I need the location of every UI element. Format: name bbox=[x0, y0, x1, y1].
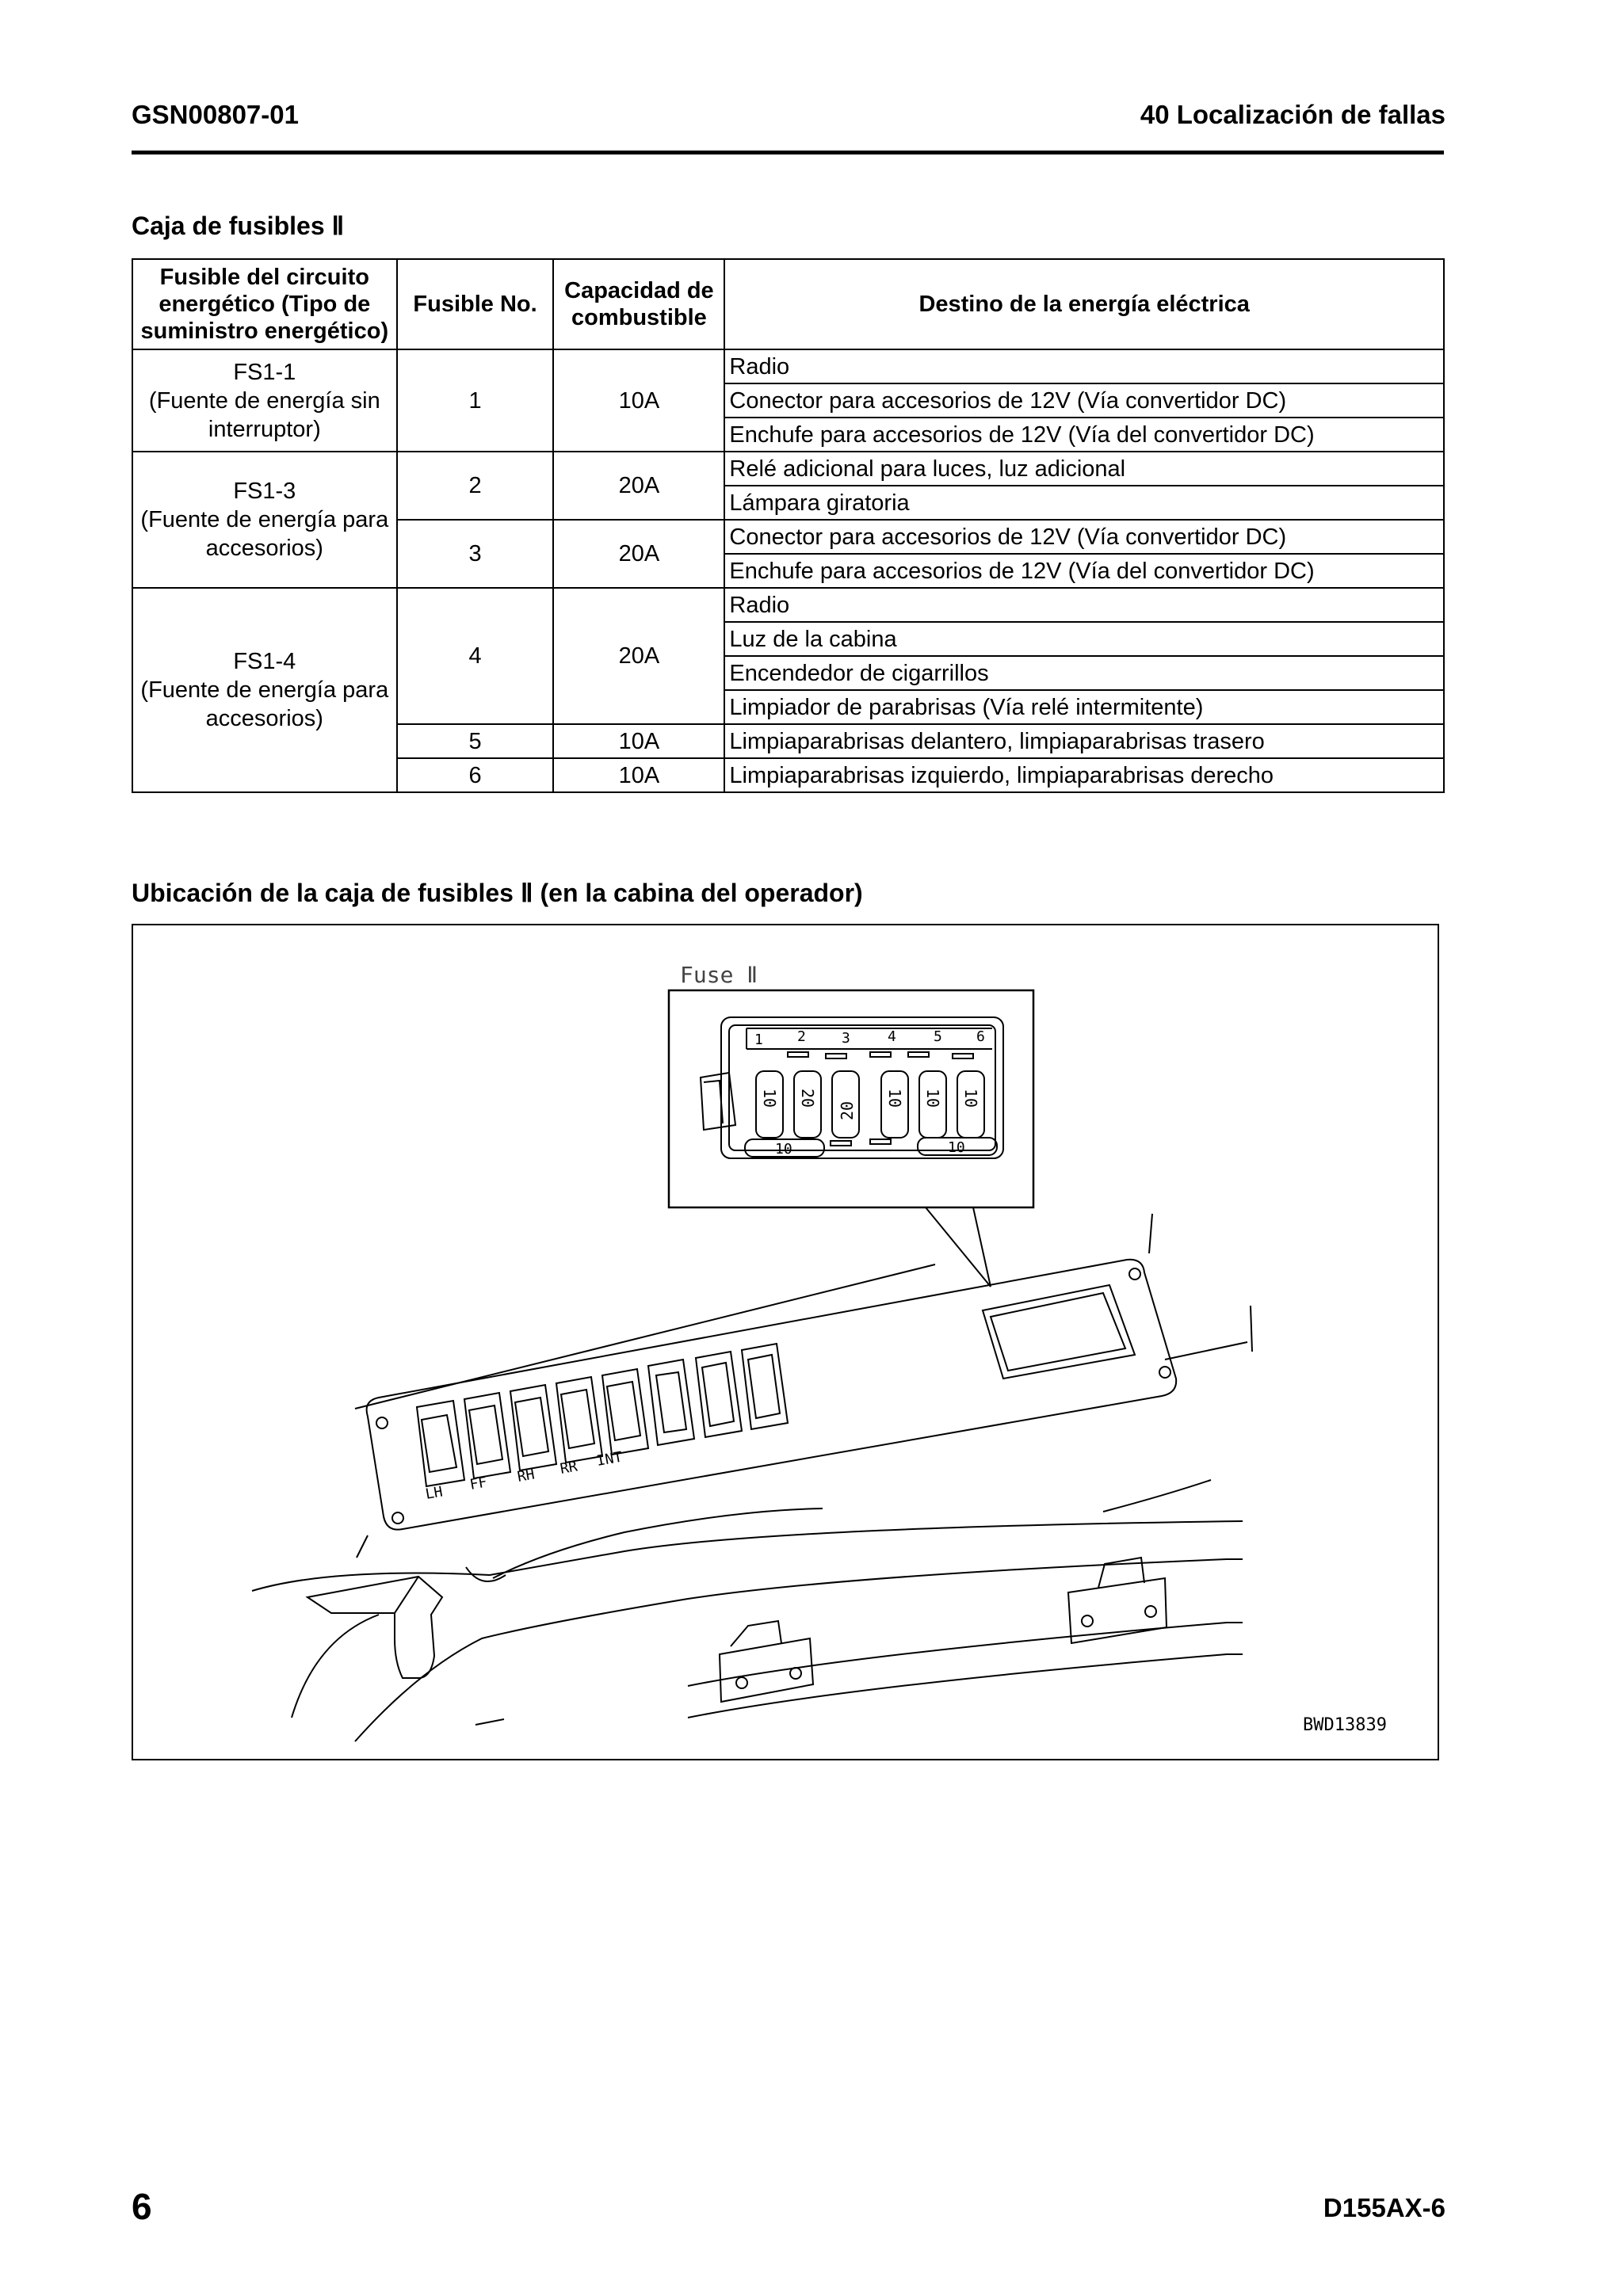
switch bbox=[464, 1393, 510, 1478]
fuse-no-cell: 4 bbox=[397, 588, 554, 724]
capacity-cell: 10A bbox=[553, 758, 724, 792]
switch bbox=[602, 1369, 648, 1455]
screw bbox=[376, 1417, 388, 1428]
callout-title: Fuse Ⅱ bbox=[680, 962, 758, 988]
table-row bbox=[132, 349, 1444, 383]
screw bbox=[1159, 1367, 1170, 1378]
switch-label: RH bbox=[516, 1466, 537, 1486]
slot-number: 2 bbox=[797, 1028, 806, 1045]
fuse-rating: 10 bbox=[885, 1089, 904, 1108]
circuit-supply: (Fuente de energía sin interruptor) bbox=[148, 387, 380, 442]
spare-rating: 10 bbox=[948, 1139, 965, 1156]
switch bbox=[556, 1377, 602, 1463]
fuse-table bbox=[132, 258, 1445, 793]
bracket bbox=[720, 1638, 813, 1702]
fuse-no-cell: 1 bbox=[397, 349, 554, 452]
circuit-name: FS1-4 bbox=[233, 649, 296, 674]
header-fuse-no: Fusible No. bbox=[397, 259, 554, 349]
circuit-cell bbox=[132, 452, 397, 588]
header-capacity: Capacidad de combustible bbox=[553, 259, 724, 349]
fuse-location-figure bbox=[132, 924, 1439, 1760]
fuse-rating: 20 bbox=[838, 1100, 857, 1120]
destination-cell: Limpiaparabrisas delantero, limpiaparabrisas trasero bbox=[724, 724, 1444, 758]
switch-label: LH bbox=[424, 1483, 445, 1503]
header-destination: Destino de la energía eléctrica bbox=[724, 259, 1444, 349]
slot-number: 5 bbox=[934, 1028, 942, 1045]
capacity-cell: 20A bbox=[553, 520, 724, 588]
section-title: 40 Localización de fallas bbox=[1140, 100, 1445, 129]
table-row bbox=[132, 588, 1444, 622]
circuit-cell bbox=[132, 588, 397, 792]
fuse-rating: 10 bbox=[923, 1089, 942, 1108]
document-code: GSN00807-01 bbox=[132, 100, 299, 129]
slot-number: 1 bbox=[754, 1032, 763, 1048]
destination-cell: Enchufe para accesorios de 12V (Vía del convertidor DC) bbox=[724, 418, 1444, 452]
fuse-no-cell: 2 bbox=[397, 452, 554, 520]
destination-cell: Limpiador de parabrisas (Vía relé intermitente) bbox=[724, 690, 1444, 724]
header-circuit: Fusible del circuito energético (Tipo de suministro energético) bbox=[132, 259, 397, 349]
switch-label: INT bbox=[595, 1448, 624, 1470]
capacity-cell: 10A bbox=[553, 724, 724, 758]
destination-cell: Limpiaparabrisas izquierdo, limpiaparabrisas derecho bbox=[724, 758, 1444, 792]
switch bbox=[648, 1360, 694, 1445]
destination-cell: Enchufe para accesorios de 12V (Vía del convertidor DC) bbox=[724, 554, 1444, 588]
destination-cell: Lámpara giratoria bbox=[724, 486, 1444, 520]
bracket bbox=[1068, 1578, 1167, 1643]
switch-label: FF bbox=[468, 1474, 489, 1493]
fuse-location-drawing bbox=[133, 925, 1438, 1759]
fuse-no-cell: 6 bbox=[397, 758, 554, 792]
slot-numbers bbox=[754, 1028, 985, 1048]
fuse-rating: 10 bbox=[961, 1089, 980, 1108]
capacity-cell: 10A bbox=[553, 349, 724, 452]
figure-code: BWD13839 bbox=[1303, 1715, 1387, 1735]
fuse-row bbox=[756, 1071, 984, 1138]
destination-cell: Conector para accesorios de 12V (Vía convertidor DC) bbox=[724, 520, 1444, 554]
spare-rating: 10 bbox=[775, 1141, 792, 1158]
circuit-cell bbox=[132, 349, 397, 452]
destination-cell: Relé adicional para luces, luz adicional bbox=[724, 452, 1444, 486]
destination-cell: Radio bbox=[724, 349, 1444, 383]
screw bbox=[1129, 1268, 1140, 1280]
location-title: Ubicación de la caja de fusibles Ⅱ (en la cabina del operador) bbox=[132, 879, 863, 907]
model-code: D155AX-6 bbox=[1323, 2193, 1445, 2222]
capacity-cell: 20A bbox=[553, 588, 724, 724]
screw bbox=[392, 1512, 403, 1524]
fuse-rating: 20 bbox=[798, 1089, 817, 1108]
lever bbox=[307, 1577, 442, 1678]
circuit-supply: (Fuente de energía para accesorios) bbox=[140, 677, 389, 731]
slot-number: 6 bbox=[976, 1028, 985, 1045]
destination-cell: Encendedor de cigarrillos bbox=[724, 656, 1444, 690]
fuse-rating: 10 bbox=[760, 1089, 779, 1108]
circuit-supply: (Fuente de energía para accesorios) bbox=[140, 507, 389, 561]
fuse-box-title: Caja de fusibles Ⅱ bbox=[132, 212, 345, 240]
circuit-name: FS1-3 bbox=[233, 479, 296, 504]
switch-label: RR bbox=[559, 1458, 579, 1478]
slot-number: 3 bbox=[842, 1030, 850, 1047]
fuse-no-cell: 5 bbox=[397, 724, 554, 758]
destination-cell: Radio bbox=[724, 588, 1444, 622]
switch bbox=[417, 1401, 464, 1486]
table-row bbox=[132, 452, 1444, 486]
fuse-no-cell: 3 bbox=[397, 520, 554, 588]
page-number: 6 bbox=[132, 2186, 152, 2227]
circuit-name: FS1-1 bbox=[233, 359, 296, 385]
switch bbox=[510, 1385, 556, 1470]
slot-number: 4 bbox=[888, 1028, 896, 1045]
destination-cell: Conector para accesorios de 12V (Vía convertidor DC) bbox=[724, 383, 1444, 418]
capacity-cell: 20A bbox=[553, 452, 724, 520]
destination-cell: Luz de la cabina bbox=[724, 622, 1444, 656]
header-rule bbox=[132, 151, 1444, 154]
